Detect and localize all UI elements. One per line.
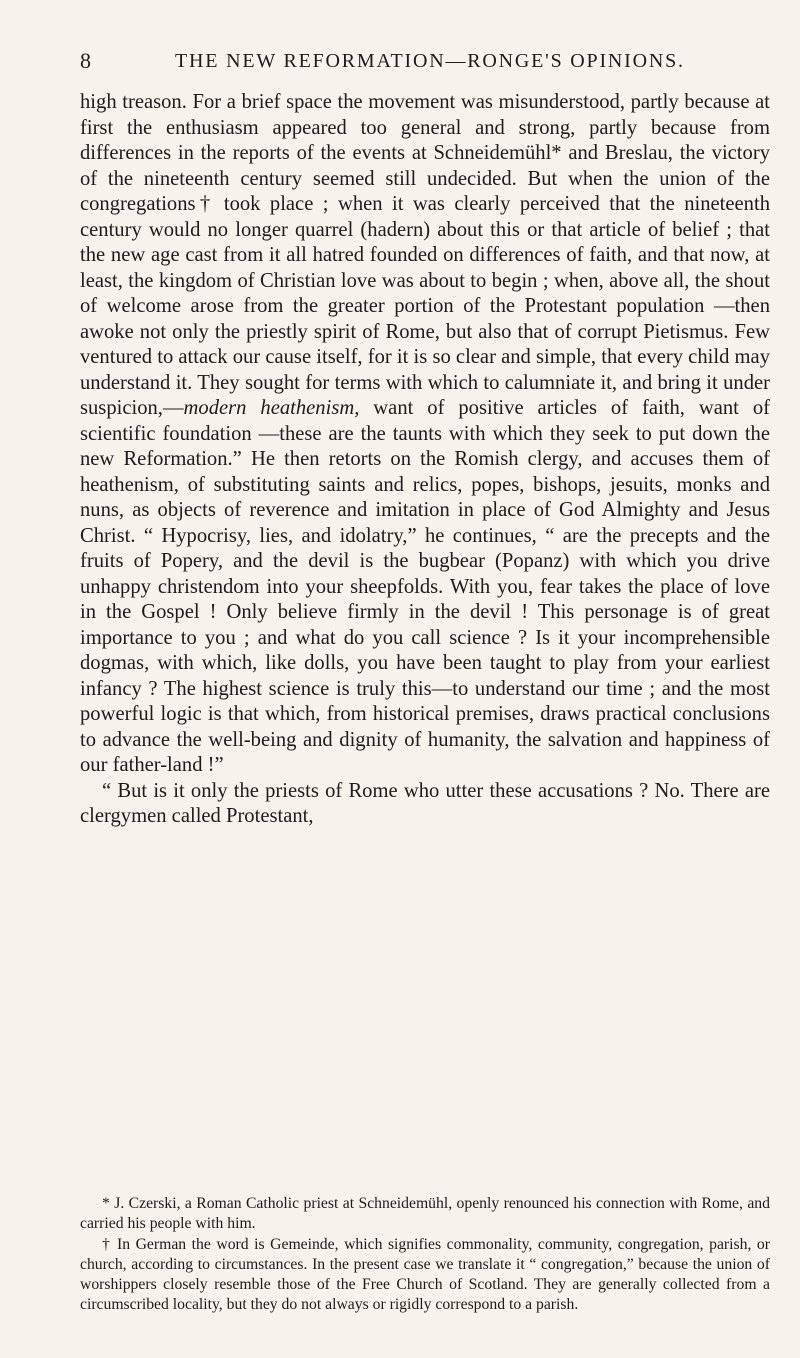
running-head bbox=[80, 48, 770, 78]
page-number: 8 bbox=[80, 48, 92, 73]
paragraph-text: high treason. For a brief space the movement was misunderstood, partly because at first the enthusiasm appeared too general and strong, partly because from differences in the reports of the events at Schneidemühl* and Breslau, the victory of the nineteenth century seemed still undecided. But when the union of the congregations† took place ; when it was clearly perceived that the nineteenth century would no longer quarrel (hadern) about this or that article of belief ; that the new age cast from it all hatred founded on differences of faith, and that now, at least, the kingdom of Christian love was about to begin ; when, above all, the shout of welcome arose from the greater portion of the Protestant population —then awoke not only the priestly spirit of Rome, but also that of corrupt Pietismus. Few ventured to attack our cause itself, for it is so clear and simple, that every child may understand it. They sought for terms with which to calumniate it, and bring it under suspicion,— bbox=[80, 91, 770, 419]
body-text bbox=[80, 90, 770, 830]
footnotes bbox=[80, 1194, 770, 1316]
running-head-title: THE NEW REFORMATION—RONGE'S OPINIONS. bbox=[175, 50, 685, 72]
paragraph-text: want of positive articles of faith, want of scientific foundation —these are the taunts with which they seek to put down the new Reformation.” He then retorts on the Romish clergy, and accuses them of heathenism, of substituting saints and relics, popes, bishops, jesuits, monks and nuns, as objects of reverence and imitation in place of God Almighty and Jesus Christ. “ Hypocrisy, lies, and idolatry,” he continues, “ are the precepts and the fruits of Popery, and the devil is the bugbear (Popanz) with which you drive unhappy christendom into your sheepfolds. With you, fear takes the place of love in the Gospel ! Only believe firmly in the devil ! This personage is of great importance to you ; and what do you call science ? Is it your incomprehensible dogmas, with which, like dolls, you have been taught to play from your earliest infancy ? The highest science is truly this—to understand our time ; and the most powerful logic is that which, from historical premises, draws practical conclusions to advance the well-being and dignity of humanity, the salvation and happiness of our father-land !” bbox=[80, 397, 770, 776]
footnote: † In German the word is Gemeinde, which signifies commonality, community, congregation, parish, or church, according to circumstances. In the present case we translate it “ congregation,” because the union of worshippers closely resemble those of the Free Church of Scotland. They are generally collected from a circumscribed locality, but they do not always or rigidly correspond to a parish. bbox=[80, 1235, 770, 1314]
paragraph bbox=[80, 90, 770, 779]
footnote: * J. Czerski, a Roman Catholic priest at Schneidemühl, openly renounced his connection with Rome, and carried his people with him. bbox=[80, 1195, 770, 1233]
emphasized-text: modern heathenism, bbox=[183, 397, 360, 419]
paragraph: “ But is it only the priests of Rome who utter these accusations ? No. There are clergymen called Protestant, bbox=[80, 779, 770, 827]
